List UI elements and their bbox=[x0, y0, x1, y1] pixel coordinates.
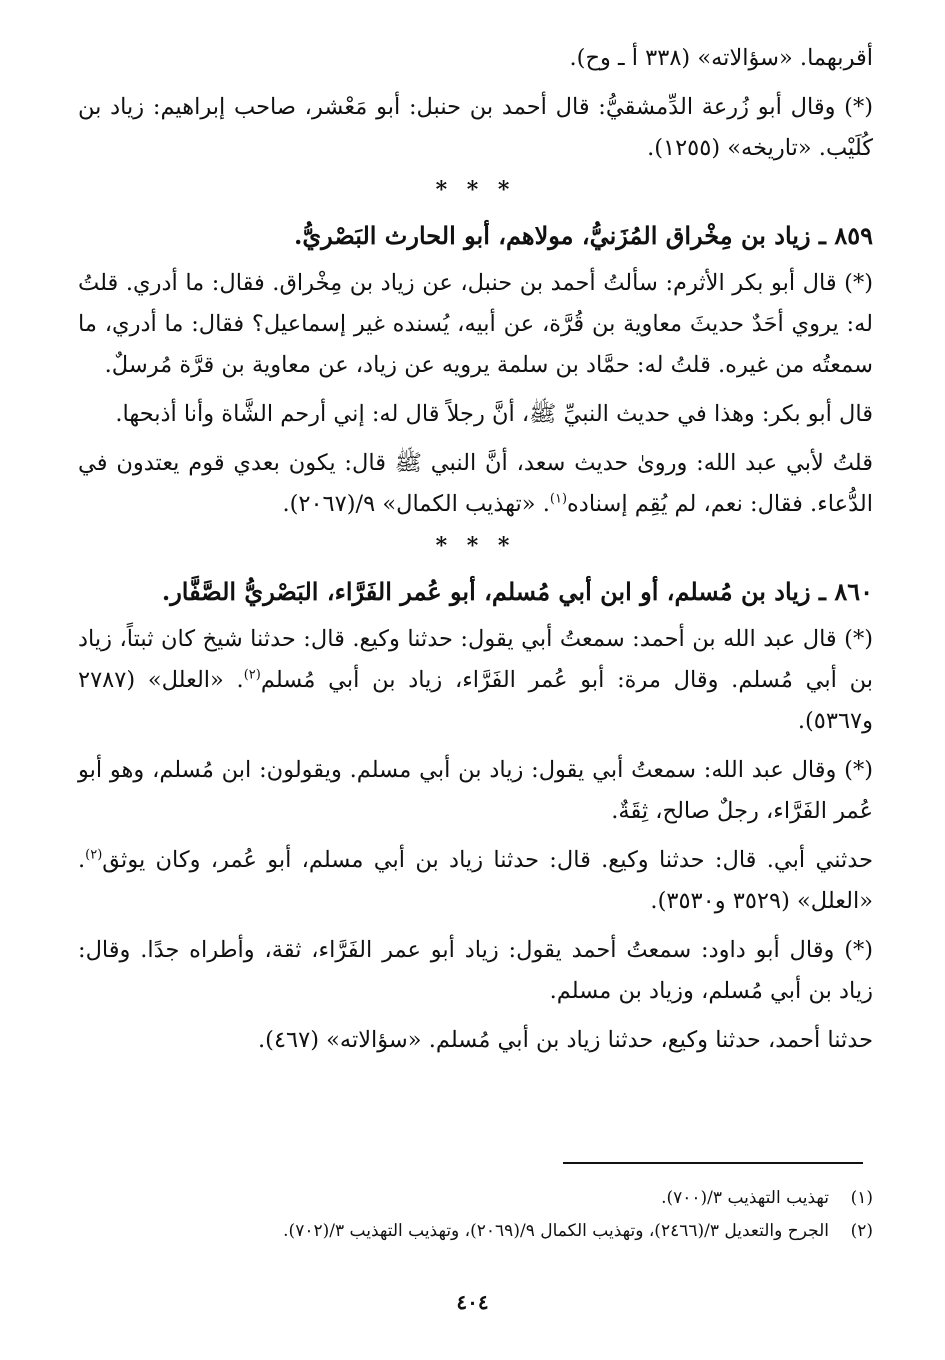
section-separator: * * * bbox=[435, 533, 516, 559]
paragraph-text: . «العلل» (٢٧٨٧ و٥٣٦٧). bbox=[78, 667, 873, 734]
paragraph-text: حدثني أبي. قال: حدثنا وكيع. قال: حدثنا زياد بن أبي مسلم، أبو عُمر، وكان يوثق bbox=[102, 847, 873, 873]
paragraph bbox=[78, 443, 873, 525]
paragraph: (*) وقال عبد الله: سمعتُ أبي يقول: زياد بن أبي مسلم. ويقولون: ابن مُسلم، وهو أبو عُمر الفَرَّاء، رجلٌ صالح، ثِقَةٌ. bbox=[78, 757, 873, 824]
paragraph-text: . «تهذيب الكمال» ٩/(٢٠٦٧). bbox=[282, 491, 550, 517]
footnote-text: تهذيب التهذيب ٣/(٧٠٠). bbox=[661, 1188, 829, 1208]
footnote-ref[interactable]: (٢) bbox=[243, 667, 261, 683]
paragraph bbox=[78, 840, 873, 922]
footnote-divider bbox=[563, 1162, 863, 1164]
page-number: ٤٠٤ bbox=[456, 1290, 489, 1314]
paragraph: أقربهما. «سؤالاته» (٣٣٨ أ ـ وح). bbox=[569, 45, 873, 71]
entry-heading-860: ٨٦٠ ـ زياد بن مُسلم، أو ابن أبي مُسلم، أبو عُمر الفَرَّاء، البَصْريُّ الصَّفَّار. bbox=[161, 577, 873, 606]
paragraph: قال أبو بكر: وهذا في حديث النبيِّ ﷺ، أنَّ رجلاً قال له: إني أرحم الشَّاة وأنا أذبحها. bbox=[115, 401, 873, 427]
footnote-number: (٢) bbox=[850, 1221, 873, 1241]
paragraph: (*) وقال أبو داود: سمعتُ أحمد يقول: زياد أبو عمر الفَرَّاء، ثقة، وأطراه جدًا. وقال: زياد بن أبي مُسلم، وزياد بن مسلم. bbox=[78, 937, 873, 1004]
page-body bbox=[78, 38, 873, 1338]
footnote-1 bbox=[78, 1185, 873, 1211]
footnote-2 bbox=[78, 1218, 873, 1244]
footnote-text: الجرح والتعديل ٣/(٢٤٦٦)، وتهذيب الكمال ٩/(٢٠٦٩)، وتهذيب التهذيب ٣/(٧٠٢). bbox=[283, 1221, 829, 1241]
footnote-number: (١) bbox=[850, 1188, 873, 1208]
footnote-ref[interactable]: (٢) bbox=[85, 847, 103, 863]
paragraph: (*) وقال أبو زُرعة الدِّمشقيُّ: قال أحمد بن حنبل: أبو مَعْشر، صاحب إبراهيم: زياد بن كُلَيْب. «تاريخه» (١٢٥٥). bbox=[78, 94, 873, 161]
paragraph bbox=[78, 619, 873, 742]
section-separator: * * * bbox=[435, 177, 516, 203]
footnote-ref[interactable]: (١) bbox=[549, 491, 568, 507]
paragraph: حدثنا أحمد، حدثنا وكيع، حدثنا زياد بن أبي مُسلم. «سؤالاته» (٤٦٧). bbox=[258, 1027, 873, 1053]
paragraph-text: (*) قال عبد الله بن أحمد: سمعتُ أبي يقول: حدثنا وكيع. قال: حدثنا شيخ كان ثبتاً، زياد بن أبي مُسلم. وقال مرة: أبو عُمر الفَرَّاء، زياد بن أبي مُسلم bbox=[78, 626, 873, 693]
paragraph: (*) قال أبو بكر الأثرم: سألتُ أحمد بن حنبل، عن زياد بن مِخْراق. فقال: ما أدري. قلتُ له: يروي أحَدٌ حديثَ معاوية بن قُرَّة، عن أبيه، يُسنده غير إسماعيل؟ فقال: ما أدري، ما سمعتُه من غيره. قلتُ له: حمَّاد بن سلمة يرويه عن زياد، عن معاوية بن قرَّة مُرسلٌ. bbox=[78, 270, 873, 378]
paragraph-text: قلتُ لأبي عبد الله: وروىٰ حديث سعد، أنَّ النبي ﷺ قال: يكون بعدي قوم يعتدون في الدُّعاء. فقال: نعم، لم يُقِم إسناده bbox=[78, 450, 873, 517]
paragraph-text: . «العلل» (٣٥٢٩ و٣٥٣٠). bbox=[78, 847, 873, 914]
entry-heading-859: ٨٥٩ ـ زياد بن مِخْراق المُزَنيُّ، مولاهم، أبو الحارث البَصْريُّ. bbox=[294, 221, 873, 250]
